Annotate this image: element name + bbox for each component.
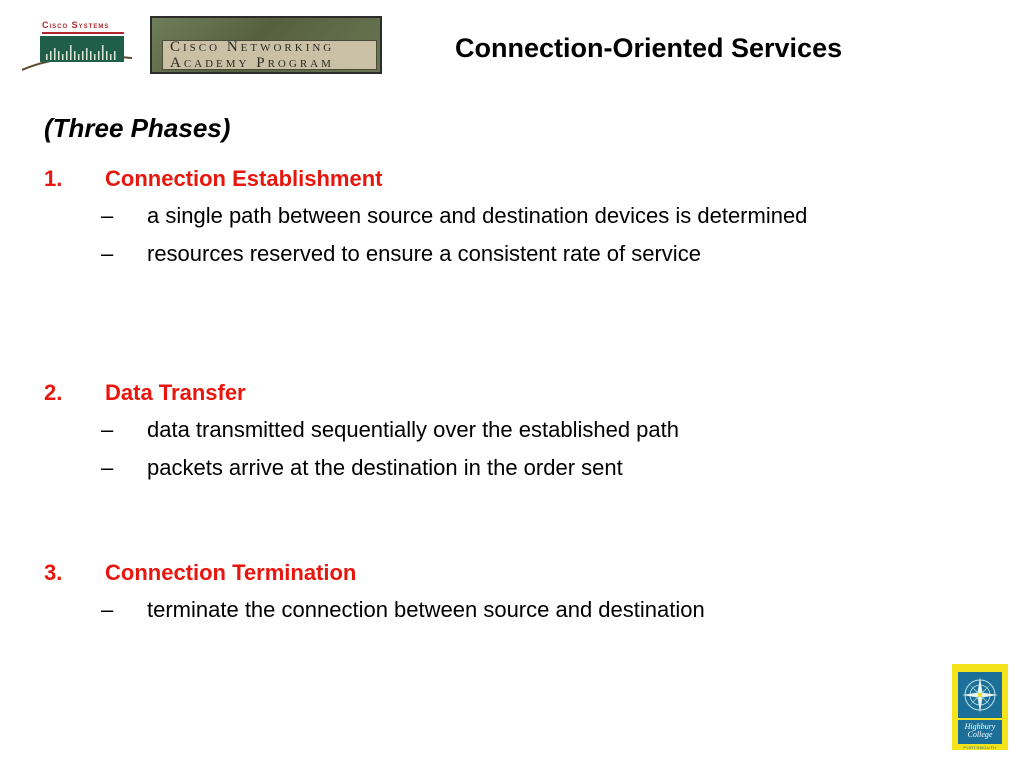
bullet-item	[44, 594, 924, 626]
bullet-text: a single path between source and destination devices is determined	[147, 203, 808, 228]
slide-subtitle: (Three Phases)	[44, 113, 231, 143]
phase-heading	[44, 166, 924, 194]
college-name-panel	[958, 720, 1002, 744]
bullet-item	[44, 414, 924, 446]
bullet-item	[44, 200, 924, 232]
bullet-dash: –	[101, 455, 114, 480]
bullet-text: terminate the connection between source and destination	[147, 597, 705, 622]
cisco-wordmark: Cisco Systems	[42, 20, 110, 30]
phase-name: Data Transfer	[105, 380, 246, 405]
bullet-dash: –	[101, 241, 114, 266]
bullet-item	[44, 452, 924, 484]
bullet-item	[44, 238, 924, 270]
cisco-systems-logo	[22, 16, 132, 72]
compass-rose-icon	[958, 672, 1002, 718]
cisco-bridge-icon	[22, 36, 132, 72]
college-name-line-2: College	[967, 730, 993, 739]
phase-number: 2.	[44, 380, 63, 405]
phase-name: Connection Termination	[105, 560, 357, 585]
phase-data-transfer	[44, 380, 924, 484]
cisco-wordmark-underline	[42, 32, 124, 34]
networking-academy-badge	[150, 16, 382, 74]
bullet-dash: –	[101, 417, 114, 442]
phase-number: 1.	[44, 166, 63, 191]
phase-heading	[44, 380, 924, 408]
bullet-dash: –	[101, 597, 114, 622]
bullet-text: packets arrive at the destination in the order sent	[147, 455, 623, 480]
bullet-dash: –	[101, 203, 114, 228]
highbury-college-logo	[952, 664, 1008, 750]
academy-line-2: Academy Program	[170, 55, 334, 71]
college-name-line-1: Highbury	[964, 722, 996, 731]
college-town: PORTSMOUTH	[963, 745, 997, 750]
phase-name: Connection Establishment	[105, 166, 383, 191]
phase-connection-establishment	[44, 166, 924, 270]
phase-heading	[44, 560, 924, 588]
bullet-text: resources reserved to ensure a consistent rate of service	[147, 241, 701, 266]
phase-connection-termination	[44, 560, 924, 626]
bullet-text: data transmitted sequentially over the established path	[147, 417, 679, 442]
academy-line-1: Cisco Networking	[170, 39, 335, 55]
phase-number: 3.	[44, 560, 63, 585]
slide-title: Connection-Oriented Services	[455, 33, 843, 63]
